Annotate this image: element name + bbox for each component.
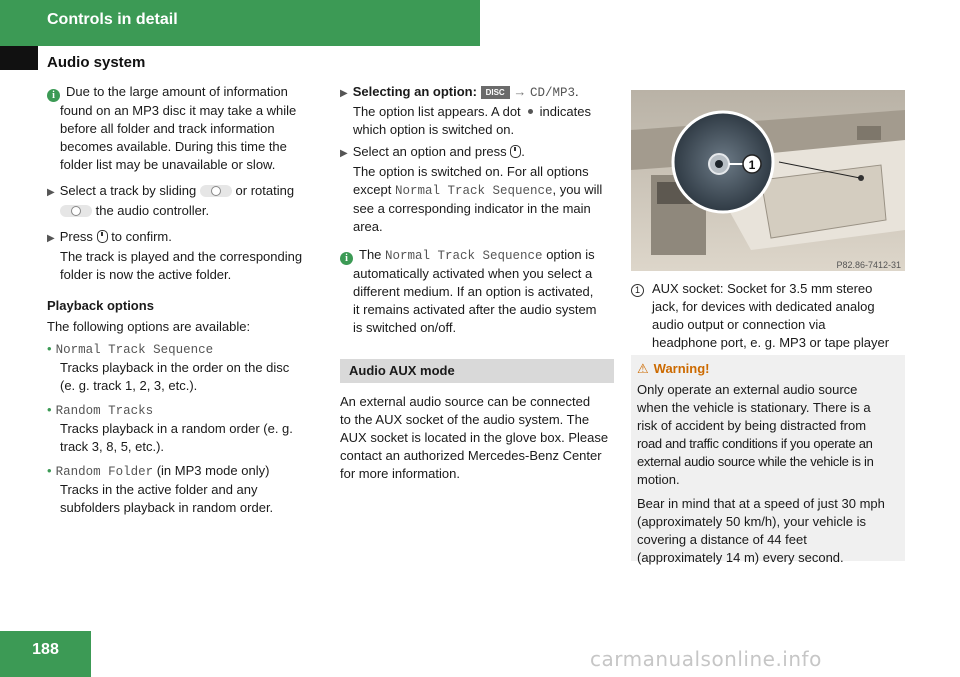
playback-intro: The following options are available:	[47, 319, 251, 334]
step-arrow-icon: ▶	[340, 88, 348, 99]
step-line: The option list appears. A dot indicates	[353, 104, 591, 119]
option-desc: track 3, 8, 5, etc.).	[60, 439, 165, 454]
step-line: area.	[353, 219, 383, 234]
watermark: carmanualsonline.info	[590, 647, 822, 671]
step-select-track: ▶ Select a track by sliding or rotating	[47, 183, 295, 198]
option-random-tracks: • Random Tracks	[47, 402, 154, 418]
aux-section-heading: Audio AUX mode	[340, 359, 614, 383]
step-line: The track is played and the corresponding	[60, 249, 303, 264]
step-line: which option is switched on.	[353, 122, 515, 137]
press-controller-icon	[510, 145, 521, 158]
header-bar	[0, 0, 480, 46]
dot-indicator-icon	[528, 109, 533, 114]
info-icon: i	[340, 252, 353, 265]
step-line: The option is switched on. For all options	[353, 164, 589, 179]
info-icon: i	[47, 89, 60, 102]
press-controller-icon	[97, 230, 108, 243]
caption-line: audio output or connection via	[652, 317, 826, 332]
option-desc: Tracks playback in the order on the disc	[60, 360, 290, 375]
warning-line: motion.	[637, 472, 680, 487]
aux-line: An external audio source can be connected	[340, 394, 591, 409]
photo-code: P82.86-7412-31	[836, 260, 901, 270]
subsection-title: Audio system	[47, 54, 146, 71]
warning-box	[631, 355, 905, 565]
info-line: before all folder and track information	[60, 121, 275, 136]
step-line: folder is now the active folder.	[60, 267, 232, 282]
glovebox-aux-photo	[631, 90, 905, 271]
option-normal: • Normal Track Sequence	[47, 341, 214, 357]
warning-line: road and traffic conditions if you operate an	[637, 436, 873, 451]
warning-line: covering a distance of 44 feet	[637, 532, 807, 547]
caption-line: jack, for devices with dedicated analog	[652, 299, 875, 314]
caption-line: headphone port, e. g. MP3 or tape player	[652, 335, 890, 350]
aux-line: for more information.	[340, 466, 460, 481]
step-selecting-option: ▶ Selecting an option: DISC → CD/MP3.	[340, 84, 579, 100]
aux-line: AUX socket is located in the glove box. Please	[340, 430, 609, 445]
info-line: is switched on/off.	[353, 320, 457, 335]
warning-line: Only operate an external audio source	[637, 382, 858, 397]
rotate-controller-icon	[60, 205, 92, 217]
callout-number: 1	[748, 158, 756, 172]
section-title: Controls in detail	[47, 11, 178, 28]
playback-heading: Playback options	[47, 298, 154, 313]
option-desc: Tracks in the active folder and any	[60, 482, 258, 497]
step-line: see a corresponding indicator in the main	[353, 201, 591, 216]
column-middle	[340, 83, 614, 483]
warning-heading: ⚠ Warning!	[637, 361, 710, 376]
warning-line: (approximately 14 m) every second.	[637, 550, 844, 565]
option-desc: (e. g. track 1, 2, 3, etc.).	[60, 378, 198, 393]
step-confirm: ▶ Press to confirm.	[47, 229, 172, 244]
page-number: 188	[32, 641, 59, 658]
info-line: folder list may be unavailable or slow.	[60, 157, 276, 172]
info-line: automatically activated when you select a	[353, 266, 593, 281]
disc-button-icon: DISC	[481, 86, 510, 99]
warning-triangle-icon: ⚠	[637, 361, 649, 376]
step-arrow-icon: ▶	[340, 148, 348, 159]
step-line: except Normal Track Sequence, you will	[353, 182, 603, 198]
aux-line: to the AUX socket of the audio system. The	[340, 412, 590, 427]
header-tab-marker	[0, 46, 38, 70]
step-select-track-line2: the audio controller.	[47, 202, 322, 220]
glovebox-illustration	[631, 90, 905, 271]
info-line: it remains activated after the audio system	[353, 302, 597, 317]
page-number-box	[0, 631, 91, 677]
option-desc: subfolders playback in random order.	[60, 500, 274, 515]
option-random-folder: • Random Folder (in MP3 mode only)	[47, 463, 270, 479]
step-arrow-icon: ▶	[47, 233, 55, 244]
info-line: becomes available. During this time the	[60, 139, 287, 154]
warning-line: Bear in mind that at a speed of just 30 mph	[637, 496, 885, 511]
warning-line: when the vehicle is stationary. There is a	[637, 400, 871, 415]
warning-line: external audio source while the vehicle is in	[637, 454, 874, 469]
info-note: i Due to the large amount of information	[47, 83, 322, 102]
photo-caption	[631, 280, 911, 352]
caption-line: 1 AUX socket: Socket for 3.5 mm stereo	[631, 280, 911, 298]
info-line: found on an MP3 disc it may take a while	[60, 103, 297, 118]
column-left	[47, 83, 322, 517]
warning-line: risk of accident by being distracted from	[637, 418, 867, 433]
step-arrow-icon: ▶	[47, 187, 55, 198]
info-note-normal: i The Normal Track Sequence option is	[340, 246, 614, 265]
info-line: different medium. If an option is activated,	[353, 284, 594, 299]
warning-line: (approximately 50 km/h), your vehicle is	[637, 514, 867, 529]
aux-line: contact an authorized Mercedes-Benz Center	[340, 448, 602, 463]
step-select-press: ▶ Select an option and press .	[340, 144, 525, 159]
callout-icon: 1	[631, 284, 644, 297]
slide-controller-icon	[200, 185, 232, 197]
option-desc: Tracks playback in a random order (e. g.	[60, 421, 293, 436]
